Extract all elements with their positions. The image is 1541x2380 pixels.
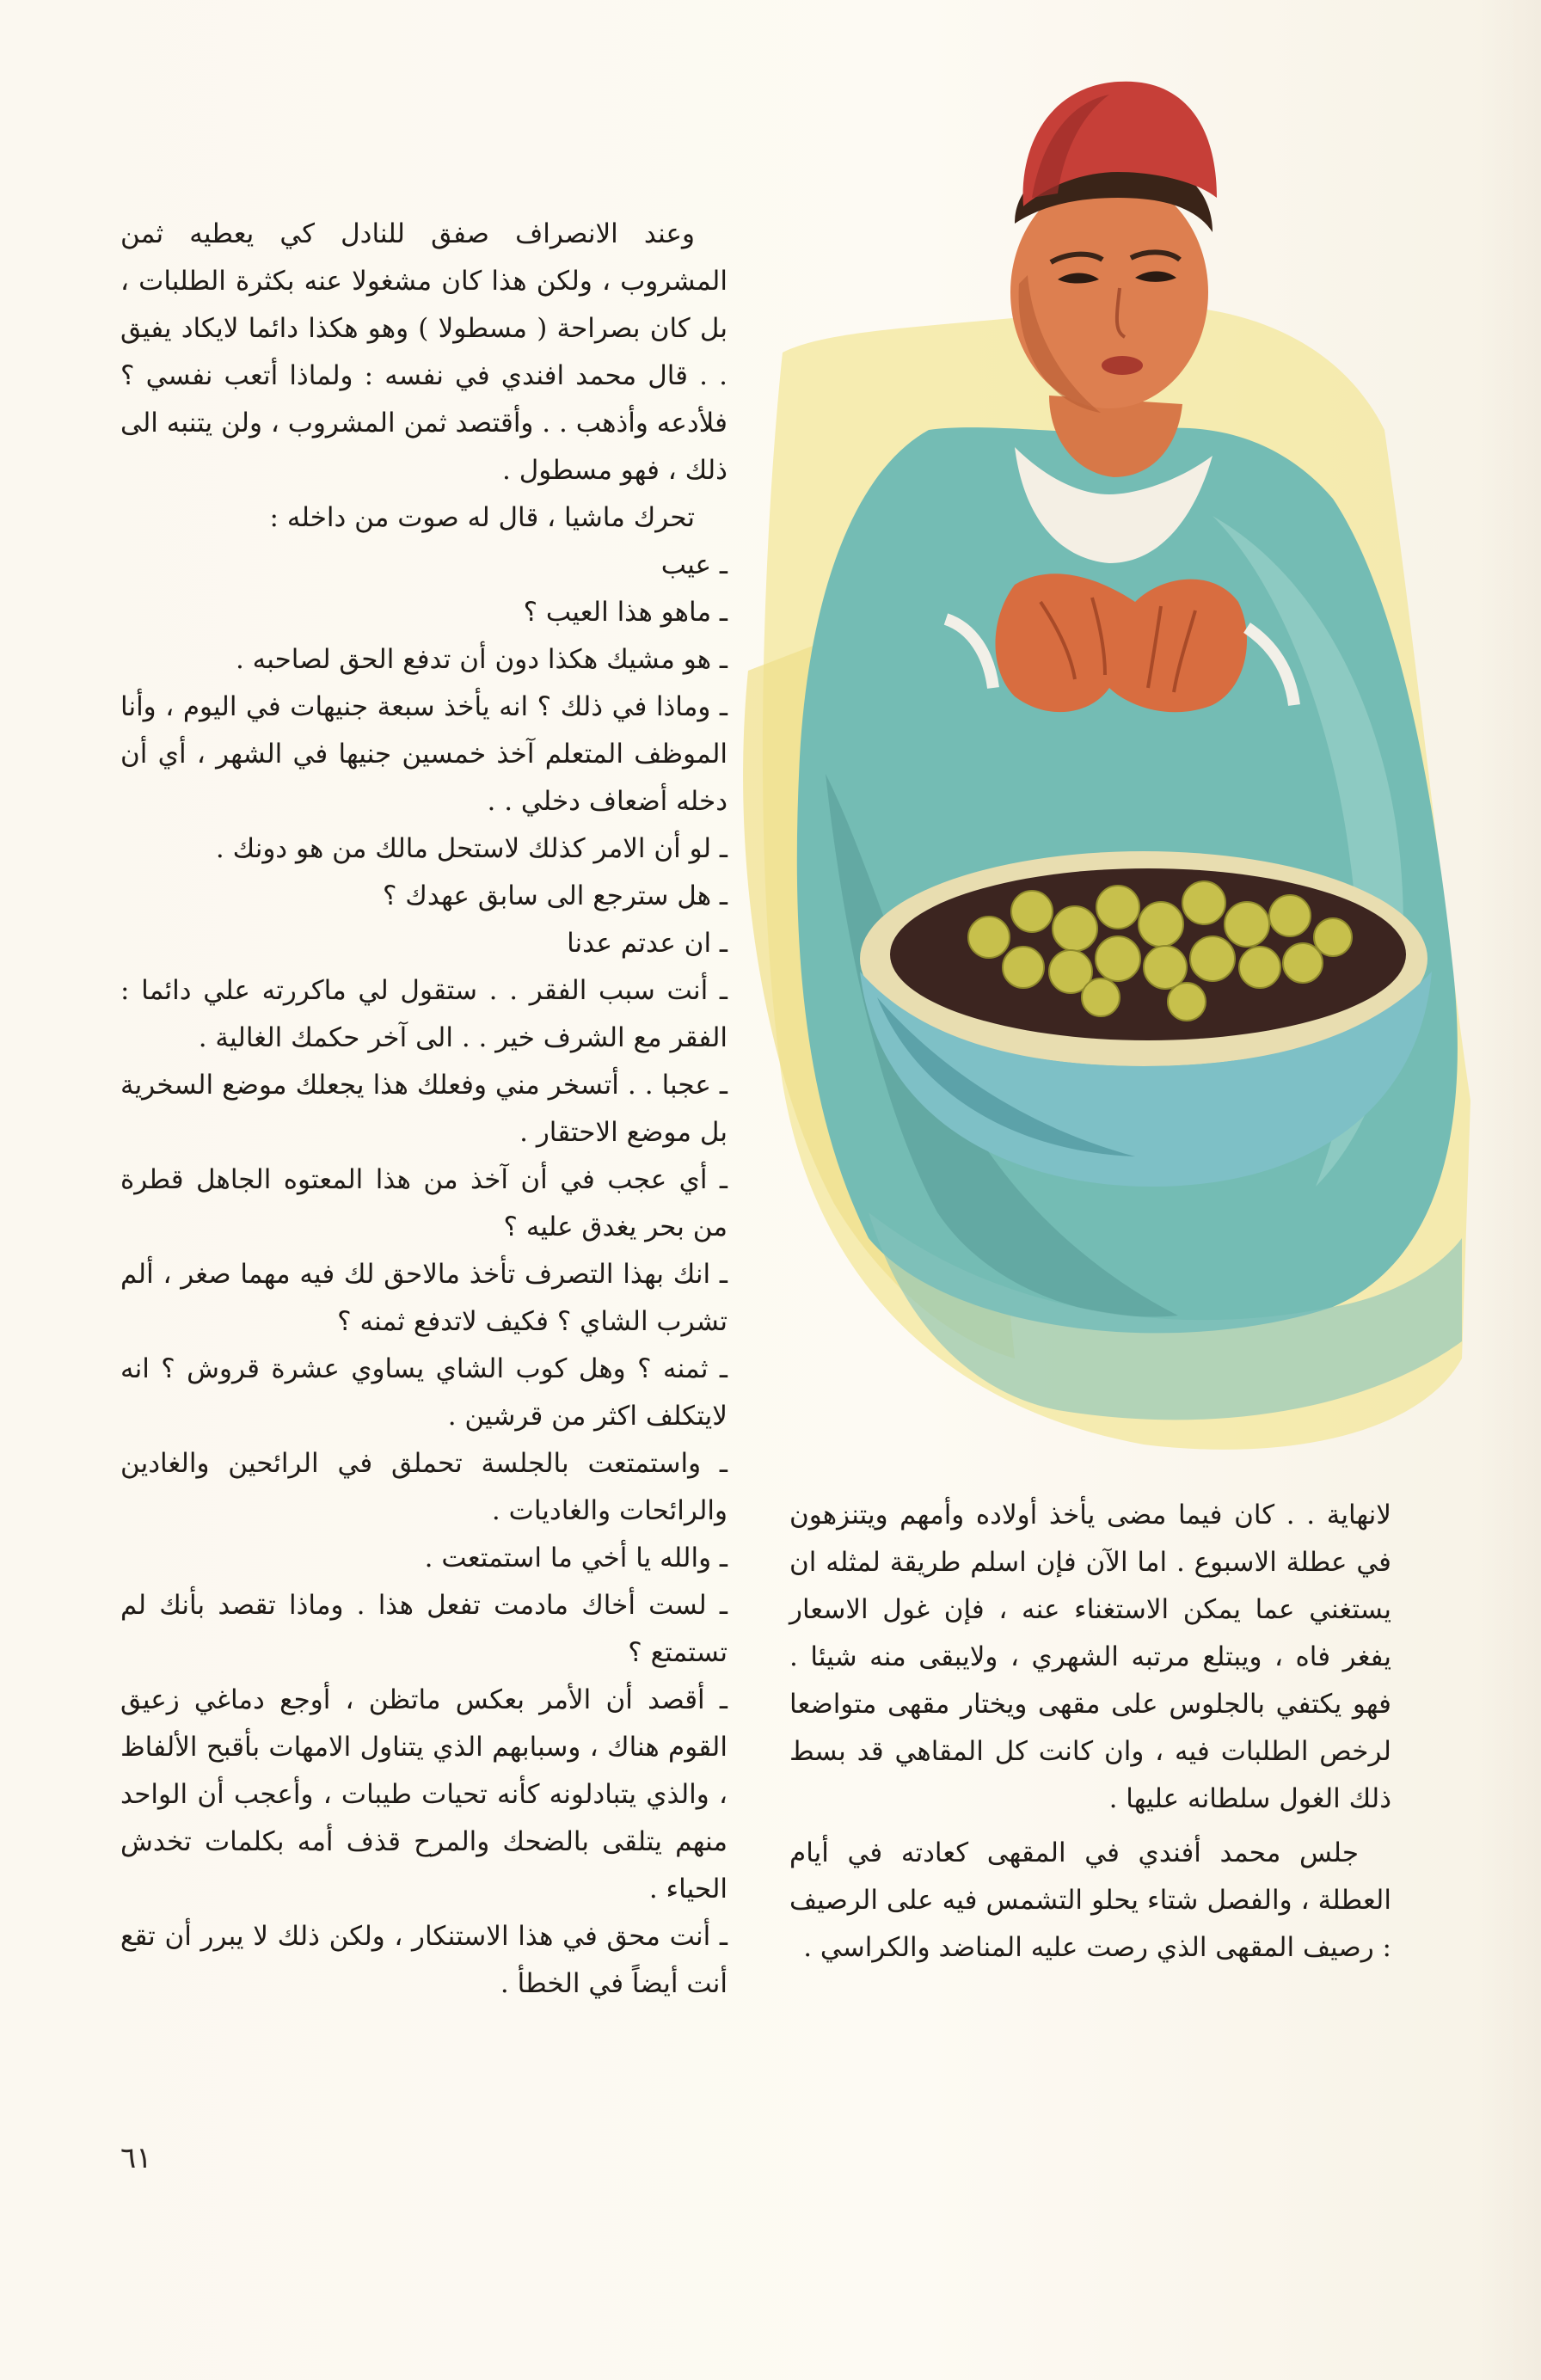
dialogue-line: ـ لست أخاك مادمت تفعل هذا . وماذا تقصد بأنك لم تستمتع ؟ — [120, 1590, 728, 1668]
dialogue-line: ـ أقصد أن الأمر بعكس ماتظن ، أوجع دماغي زعيق القوم هناك ، وسبابهم الذي يتناول الامهات بأقبح الألفاظ ، والذي يتبادلونه كأنه تحيات طيبات ، وأعجب أن الواحد منهم يتلقى بالضحك والمرح قذف أمه بكلمات تخدش الحياء . — [120, 1684, 728, 1905]
dialogue-line: ـ هل سترجع الى سابق عهدك ؟ — [383, 880, 728, 911]
dialogue-line: ـ لو أن الامر كذلك لاستحل مالك من هو دونك . — [215, 833, 728, 864]
page-number: ٦١ — [120, 2141, 152, 2175]
dialogue-line: ـ ثمنه ؟ وهل كوب الشاي يساوي عشرة قروش ؟ انه لايتكلف اكثر من قرشين . — [120, 1353, 728, 1432]
paragraph: لانهاية . . كان فيما مضى يأخذ أولاده وأمهم ويتنزهون في عطلة الاسبوع . اما الآن فإن اسلم طريقة لمثله ان يستغني عما يمكن الاستغناء عنه ، فإن غول الاسعار يفغر فاه ، ويبتلع مرتبه الشهري ، ولايبقى منه شيئا . فهو يكتفي بالجلوس على مقهى ويختار مقهى متواضعا لرخص الطلبات فيه ، وان كانت كل المقاهي قد بسط ذلك الغول سلطانه عليها . — [789, 1500, 1391, 1814]
dialogue-line: ـ ماهو هذا العيب ؟ — [523, 597, 728, 628]
page-edge-shadow — [1481, 0, 1541, 2380]
dialogue-line: ـ ان عدتم عدنا — [567, 928, 728, 959]
dialogue-line: ـ أنت محق في هذا الاستنكار ، ولكن ذلك لا يبرر أن تقع أنت أيضاً في الخطأ . — [120, 1921, 728, 1999]
dialogue-line: ـ وماذا في ذلك ؟ انه يأخذ سبعة جنيهات في اليوم ، وأنا الموظف المتعلم آخذ خمسين جنيها في الشهر ، أي أن دخله أضعاف دخلي . . — [120, 691, 728, 817]
paragraph: وعند الانصراف صفق للنادل كي يعطيه ثمن المشروب ، ولكن هذا كان مشغولا عنه بكثرة الطلبات ، بل كان بصراحة ( مسطولا ) وهو هكذا دائما لايكاد يفيق . . قال محمد افندي في نفسه : ولماذا أتعب نفسي ؟ فلأدعه وأذهب . . وأقتصد ثمن المشروب ، ولن يتنبه الى ذلك ، فهو مسطول . — [120, 218, 728, 486]
dialogue-line: ـ هو مشيك هكذا دون أن تدفع الحق لصاحبه . — [235, 644, 728, 675]
paragraph: تحرك ماشيا ، قال له صوت من داخله : — [269, 502, 695, 533]
left-text-column — [120, 211, 728, 2008]
dialogue-line: ـ أنت سبب الفقر . . ستقول لي ماكررته علي دائما : الفقر مع الشرف خير . . الى آخر حكمك الغالية . — [120, 975, 728, 1053]
dialogue-line: ـ انك بهذا التصرف تأخذ مالاحق لك فيه مهما صغر ، ألم تشرب الشاي ؟ فكيف لاتدفع ثمنه ؟ — [120, 1259, 728, 1337]
paragraph: جلس محمد أفندي في المقهى كعادته في أيام العطلة ، والفصل شتاء يحلو التشمس فيه على الرصيف : رصيف المقهى الذي رصت عليه المناضد والكراسي . — [789, 1837, 1391, 1963]
boy-selling-food-illustration — [731, 69, 1470, 1496]
dialogue-line: ـ والله يا أخي ما استمتعت . — [424, 1543, 728, 1573]
hands — [996, 574, 1248, 712]
right-text-column — [789, 1492, 1391, 1972]
face — [1010, 176, 1208, 408]
dialogue-line: ـ واستمتعت بالجلسة تحملق في الرائحين والغادين والرائحات والغاديات . — [120, 1448, 728, 1526]
dialogue-line: ـ عيب — [660, 549, 728, 580]
dialogue-line: ـ أي عجب في أن آخذ من هذا المعتوه الجاهل قطرة من بحر يغدق عليه ؟ — [120, 1164, 728, 1242]
dialogue-line: ـ عجبا . . أتسخر مني وفعلك هذا يجعلك موضع السخرية بل موضع الاحتقار . — [120, 1070, 728, 1148]
mouth — [1102, 356, 1143, 375]
